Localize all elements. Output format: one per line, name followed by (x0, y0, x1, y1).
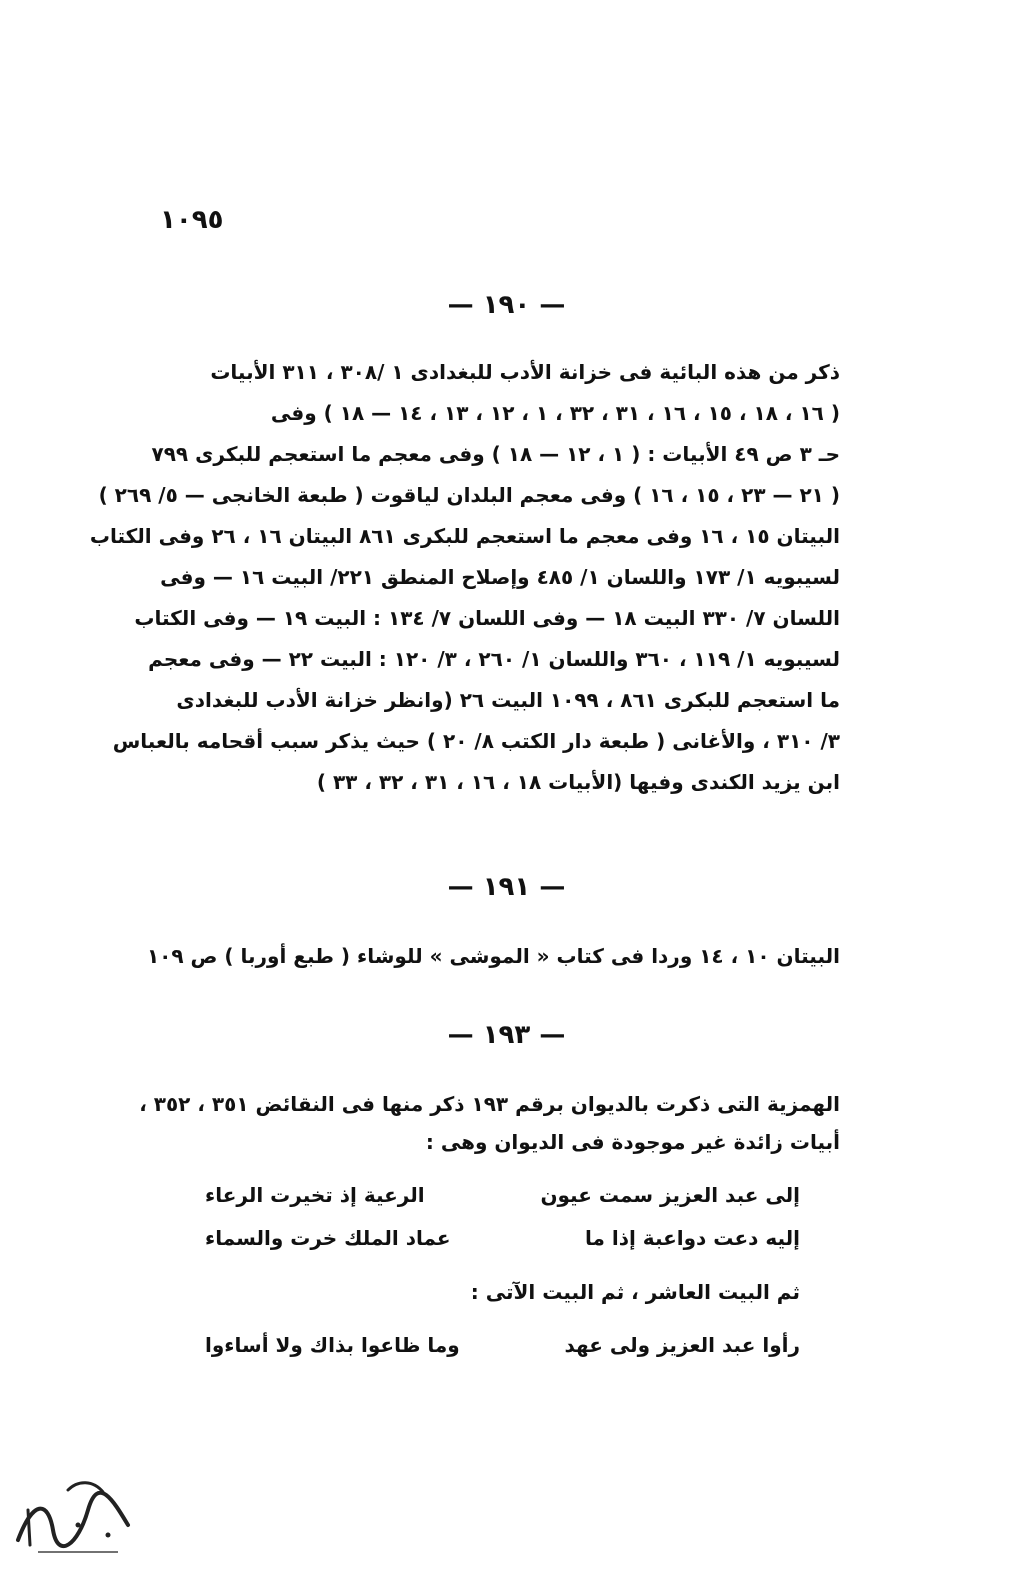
library-stamp-logo (8, 1470, 138, 1560)
page-number: ١٠٩٥ (160, 205, 224, 235)
section-190-body (89, 352, 840, 803)
verse-second-hemistich: الرعية إذ تخيرت الرعاء (205, 1183, 425, 1207)
text-line: ما استعجم للبكرى ٨٦١ ، ١٠٩٩ البيت ٢٦ (وانظر خزانة الأدب للبغدادى (176, 688, 840, 712)
verse-second-hemistich: عماد الملك خرت والسماء (205, 1226, 451, 1250)
text-line: لسيبويه ١/ ١١٩ ، ٣٦٠ واللسان ١/ ٢٦٠ ، ٣/ ١٢٠ : البيت ٢٢ — وفى معجم (148, 647, 840, 671)
text-line: ( ٢١ — ٢٣ ، ١٥ ، ١٦ ) وفى معجم البلدان لياقوت ( طبعة الخانجى — ٥/ ٢٦٩ ) (98, 483, 840, 507)
section-193-body (139, 1085, 840, 1161)
verse-note: ثم البيت العاشر ، ثم البيت الآتى : (470, 1280, 800, 1304)
text-line: ٣/ ٣١٠ ، والأغانى ( طبعة دار الكتب ٨/ ٢٠ ) حيث يذكر سبب أقحامه بالعباس (112, 729, 840, 753)
verse-line (205, 1175, 800, 1215)
text-line: اللسان ٧/ ٣٣٠ البيت ١٨ — وفى اللسان ٧/ ١٣٤ : البيت ١٩ — وفى الكتاب (134, 606, 840, 630)
text-line: ابن يزيد الكندى وفيها (الأبيات ١٨ ، ١٦ ، ٣١ ، ٣٢ ، ٣٣ ) (316, 770, 840, 794)
text-line: الهمزية التى ذكرت بالديوان برقم ١٩٣ ذكر منها فى النقائض ٣٥١ ، ٣٥٢ ، (139, 1092, 840, 1116)
text-line: حـ ٣ ص ٤٩ الأبيات : ( ١ ، ١٢ — ١٨ ) وفى معجم ما استعجم للبكرى ٧٩٩ (151, 442, 840, 466)
text-line: لسيبويه ١/ ١٧٣ واللسان ١/ ٤٨٥ وإصلاح المنطق ٢٢١/ البيت ١٦ — وفى (160, 565, 840, 589)
verse-first-hemistich: إليه دعت دواعبة إذا ما (585, 1226, 800, 1250)
section-heading-190: — ١٩٠ — (447, 290, 566, 320)
verse-first-hemistich: رأوا عبد العزيز ولى عهد (564, 1333, 800, 1357)
verse-first-hemistich: إلى عبد العزيز سمت عيون (540, 1183, 800, 1207)
verse-line (205, 1218, 800, 1258)
text-line: ذكر من هذه البائية فى خزانة الأدب للبغدادى ١ /٣٠٨ ، ٣١١ الأبيات (210, 360, 840, 384)
verse-second-hemistich: وما ظاعوا بذاك ولا أساءوا (205, 1333, 460, 1357)
text-line: البيتان ١٠ ، ١٤ وردا فى كتاب « الموشى » للوشاء ( طبع أوربا ) ص ١٠٩ (146, 944, 840, 968)
text-line: البيتان ١٥ ، ١٦ وفى معجم ما استعجم للبكرى ٨٦١ البيتان ١٦ ، ٢٦ وفى الكتاب (89, 524, 840, 548)
verse-line (205, 1325, 800, 1365)
text-line: ( ١٦ ، ١٨ ، ١٥ ، ١٦ ، ٣١ ، ٣٢ ، ١ ، ١٢ ، ١٣ ، ١٤ — ١٨ ) وفى (270, 401, 840, 425)
section-heading-191: — ١٩١ — (447, 872, 566, 902)
section-heading-193: — ١٩٣ — (447, 1020, 566, 1050)
section-191-body (146, 936, 840, 977)
text-line: أبيات زائدة غير موجودة فى الديوان وهى : (425, 1130, 840, 1154)
